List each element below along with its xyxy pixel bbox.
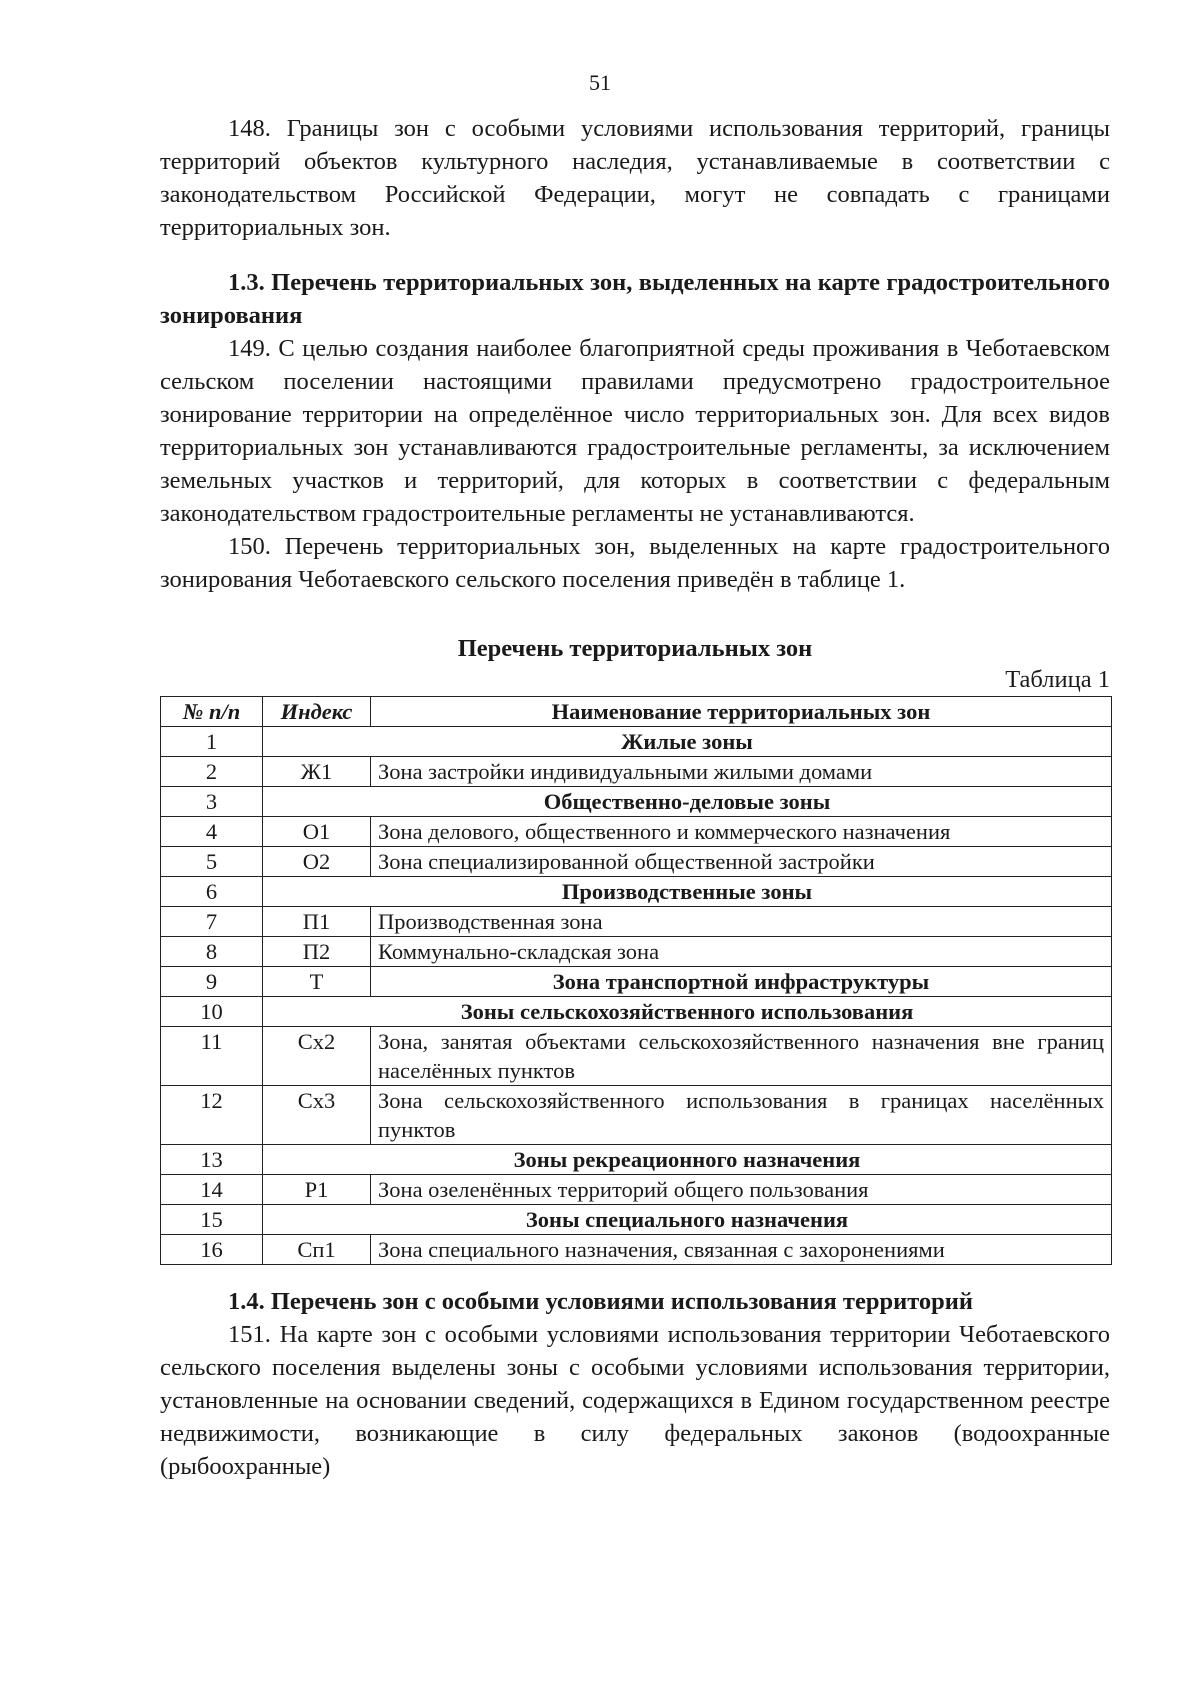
zone-index: О1 (263, 817, 371, 847)
zone-index: Р1 (263, 1175, 371, 1205)
row-number: 16 (161, 1235, 263, 1265)
zone-index: О2 (263, 847, 371, 877)
table-row (161, 817, 1112, 847)
header-num: № п/п (161, 697, 263, 727)
row-number: 11 (161, 1027, 263, 1086)
zone-name: Зона озеленённых территорий общего пользования (371, 1175, 1112, 1205)
page-number: 51 (589, 70, 611, 95)
row-number: 15 (161, 1205, 263, 1235)
row-number: 12 (161, 1086, 263, 1145)
zone-index: Ж1 (263, 757, 371, 787)
paragraph-149: 149. С целью создания наиболее благоприятной среды проживания в Чеботаевском сельском поселении настоящими правилами предусмотрено градостроительное зонирование территории на определённое число территориальных зон. Для всех видов территориальных зон устанавливаются градостроительные регламенты, за исключением земельных участков и территорий, для которых в соответствии с федеральным законодательством градостроительные регламенты не устанавливаются. (160, 335, 1110, 527)
zone-name: Зона застройки индивидуальными жилыми домами (371, 757, 1112, 787)
table-row (161, 1145, 1112, 1175)
zone-name: Производственная зона (371, 907, 1112, 937)
section-heading-1-4: 1.4. Перечень зон с особыми условиями использования территорий (228, 1288, 974, 1315)
header-name: Наименование территориальных зон (371, 697, 1112, 727)
zone-name: Зона делового, общественного и коммерческого назначения (371, 817, 1112, 847)
zone-index: Сп1 (263, 1235, 371, 1265)
row-number: 3 (161, 787, 263, 817)
row-number: 2 (161, 757, 263, 787)
paragraph-148: 148. Границы зон с особыми условиями использования территорий, границы территорий объектов культурного наследия, устанавливаемые в соответствии с законодательством Российской Федерации, могут не совпадать с границами территориальных зон. (160, 115, 1110, 241)
zone-group-name: Зоны сельскохозяйственного использования (263, 997, 1112, 1027)
zone-index: Сх3 (263, 1086, 371, 1145)
table-row (161, 997, 1112, 1027)
table-caption: Таблица 1 (1005, 666, 1110, 693)
zone-group-name: Зоны специального назначения (263, 1205, 1112, 1235)
zone-index: П1 (263, 907, 371, 937)
zone-name: Зона, занятая объектами сельскохозяйственного назначения вне границ населённых пунктов (371, 1027, 1112, 1086)
row-number: 1 (161, 727, 263, 757)
zones-table (160, 696, 1112, 1265)
table-row (161, 727, 1112, 757)
zone-group-name: Жилые зоны (263, 727, 1112, 757)
zone-name: Зона специализированной общественной застройки (371, 847, 1112, 877)
zone-name: Зона транспортной инфраструктуры (371, 967, 1112, 997)
table-row (161, 967, 1112, 997)
row-number: 8 (161, 937, 263, 967)
section-heading-1-3: 1.3. Перечень территориальных зон, выделенных на карте градостроительного зонирования (160, 269, 1110, 329)
table-body (161, 727, 1112, 1265)
zone-index: Т (263, 967, 371, 997)
table-row (161, 1205, 1112, 1235)
table-row (161, 787, 1112, 817)
zone-name: Зона специального назначения, связанная с захоронениями (371, 1235, 1112, 1265)
zone-name: Коммунально-складская зона (371, 937, 1112, 967)
table-row (161, 937, 1112, 967)
header-index: Индекс (263, 697, 371, 727)
row-number: 5 (161, 847, 263, 877)
table-title: Перечень территориальных зон (457, 635, 813, 662)
table-row (161, 757, 1112, 787)
table-row (161, 877, 1112, 907)
table-row (161, 1175, 1112, 1205)
paragraph-151: 151. На карте зон с особыми условиями использования территории Чеботаевского сельского поселения выделены зоны с особыми условиями использования территории, установленные на основании сведений, содержащихся в Едином государственном реестре недвижимости, возникающие в силу федеральных законов (водоохранные (рыбоохранные) (160, 1321, 1110, 1480)
zone-group-name: Общественно-деловые зоны (263, 787, 1112, 817)
table-row (161, 847, 1112, 877)
document-body (160, 112, 1110, 1483)
row-number: 13 (161, 1145, 263, 1175)
row-number: 9 (161, 967, 263, 997)
row-number: 4 (161, 817, 263, 847)
row-number: 10 (161, 997, 263, 1027)
zone-group-name: Производственные зоны (263, 877, 1112, 907)
zone-index: Сх2 (263, 1027, 371, 1086)
table-row (161, 907, 1112, 937)
row-number: 14 (161, 1175, 263, 1205)
zone-index: П2 (263, 937, 371, 967)
zone-name: Зона сельскохозяйственного использования в границах населённых пунктов (371, 1086, 1112, 1145)
paragraph-150: 150. Перечень территориальных зон, выделенных на карте градостроительного зонирования Чеботаевского сельского поселения приведён в таблице 1. (160, 533, 1110, 593)
zone-group-name: Зоны рекреационного назначения (263, 1145, 1112, 1175)
table-header-row (161, 697, 1112, 727)
table-row (161, 1235, 1112, 1265)
row-number: 6 (161, 877, 263, 907)
table-row (161, 1027, 1112, 1086)
table-row (161, 1086, 1112, 1145)
row-number: 7 (161, 907, 263, 937)
